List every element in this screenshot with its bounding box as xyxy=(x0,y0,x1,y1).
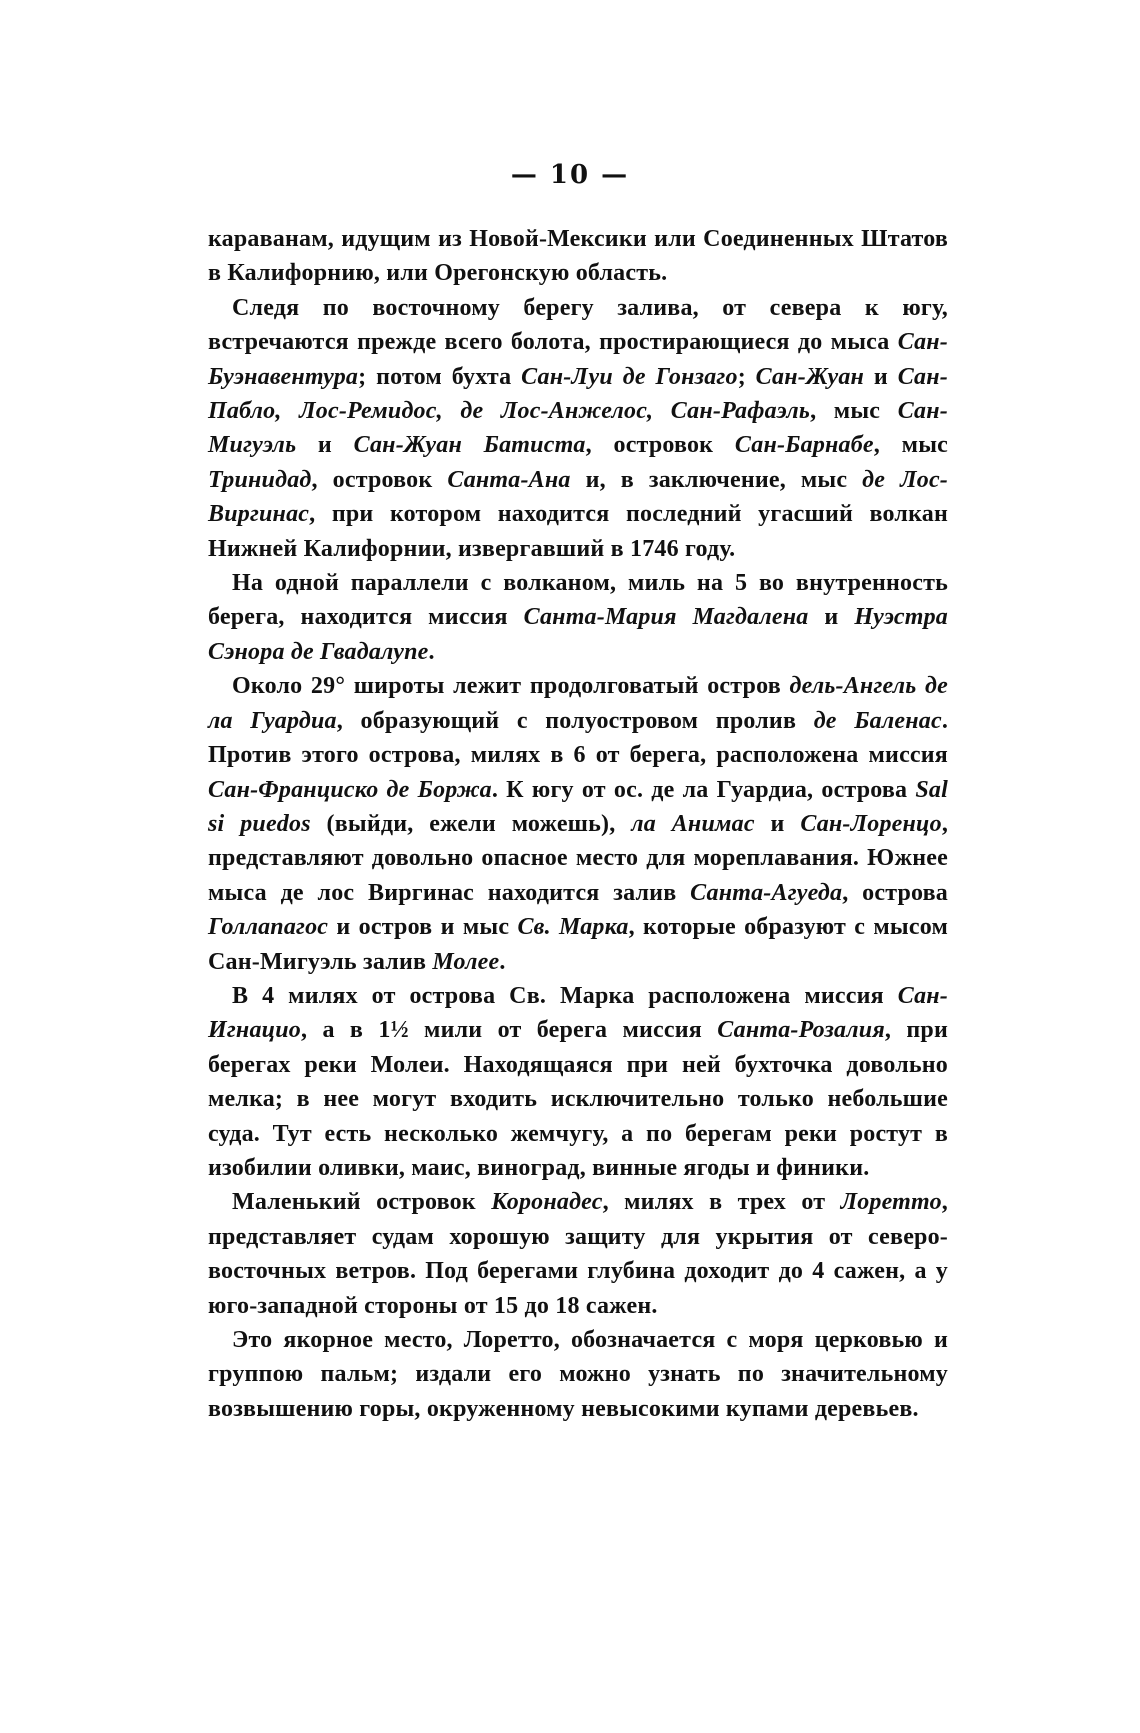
italic-name: Санта-Агуеда xyxy=(690,879,843,906)
text-run: , которые образуют с мысом Сан-Мигуэль залив xyxy=(208,914,948,975)
italic-name: Сан-Луи де Гонзаго xyxy=(521,363,738,390)
paragraph xyxy=(208,222,948,291)
paragraph xyxy=(208,566,948,669)
text-run: и, в заключение, мыс xyxy=(570,466,863,493)
paragraph xyxy=(208,979,948,1185)
text-run: , представляет судам хорошую защиту для укрытия от северо-восточных ветров. Под берегами глубина доходит до 4 сажен, а у юго-западной стороны от 15 до 18 сажен. xyxy=(208,1189,948,1319)
text-run: (выйди, ежели можешь), xyxy=(310,810,632,837)
text-run: , островок xyxy=(311,466,448,493)
italic-name: Санта-Мария Магдалена xyxy=(523,604,809,631)
italic-name: Сан-Игнацио xyxy=(208,982,948,1044)
text-run: , образующий с полуостровом пролив xyxy=(336,707,814,734)
page-number: — 10 — xyxy=(510,160,630,190)
italic-name: Санта-Ана xyxy=(447,466,571,493)
text-run: . xyxy=(499,948,506,975)
text-run: и xyxy=(754,810,801,837)
text-run: . К югу от ос. де ла Гуардиа, острова xyxy=(491,776,916,803)
text-run: Около 29° широты лежит продолговатый остров xyxy=(232,673,790,700)
italic-name: Sal si puedos xyxy=(208,776,948,837)
text-run: , островок xyxy=(585,432,735,459)
text-run: , при берегах реки Молеи. Находящаяся при ней бухточка довольно мелка; в нее могут входить исключительно только небольшие суда. Тут есть несколько жемчугу, а по берегам реки ростут в изобилии оливки, маис, виноград, винные ягоды и финики. xyxy=(208,1017,948,1181)
italic-name: дель-Ангель де ла Гуардиа xyxy=(208,673,948,734)
italic-name: Сан-Мигуэль xyxy=(208,398,948,459)
text-run: . xyxy=(428,638,435,665)
text-run: и остров и мыс xyxy=(328,914,518,941)
italic-name: ла Анимас xyxy=(631,810,755,837)
text-run: Следя по восточному берегу залива, от севера к югу, встречаются прежде всего болота, простирающиеся до мыса xyxy=(208,294,948,356)
text-run: Маленький островок xyxy=(232,1189,492,1216)
paragraph xyxy=(208,291,948,566)
italic-name: Сан-Пабло, Лос-Ремидос, де Лос-Анжелос, Сан-Рафаэль xyxy=(208,363,948,425)
paragraph xyxy=(208,1323,948,1426)
text-run: ; xyxy=(737,363,756,390)
text-run: , острова xyxy=(842,879,948,906)
italic-name: Нуэстра Сэнора де Гвадалупе xyxy=(208,604,948,665)
text-run: караванам, идущим из Новой-Мексики или Соединенных Штатов в Калифорнию, или Орегонскую область. xyxy=(208,226,948,287)
text-run: В 4 милях от острова Св. Марка расположена миссия xyxy=(232,982,898,1009)
text-run: и xyxy=(808,604,855,631)
italic-name: Молее xyxy=(432,948,500,975)
text-run: , представляют довольно опасное место для мореплавания. Южнее мыса де лос Виргинас находится залив xyxy=(208,810,949,906)
italic-name: Св. Марка xyxy=(517,914,629,941)
text-run: , а в 1½ мили от берега миссия xyxy=(300,1017,718,1044)
italic-name: Тринидад xyxy=(208,466,312,493)
italic-name: Сан-Жуан xyxy=(755,363,865,390)
italic-name: де Баленас xyxy=(813,707,942,734)
italic-name: де Лос-Виргинас xyxy=(208,466,948,528)
text-run: Это якорное место, Лоретто, обозначается с моря церковью и группою пальм; издали его можно узнать по значительному возвышению горы, окруженному невысокими купами деревьев. xyxy=(208,1327,948,1422)
text-run: На одной параллели с волканом, миль на 5 во внутренность берега, находится миссия xyxy=(208,570,948,631)
text-run: . Против этого острова, милях в 6 от берега, расположена миссия xyxy=(208,707,949,769)
italic-name: Лоретто xyxy=(840,1189,942,1216)
italic-name: Голлапагос xyxy=(208,914,329,941)
text-run: , мыс xyxy=(873,432,948,459)
italic-name: Сан-Лоренцо xyxy=(800,810,942,837)
italic-name: Санта-Розалия xyxy=(717,1017,885,1044)
italic-name: Сан-Жуан Батиста xyxy=(353,432,586,459)
paragraph xyxy=(208,1185,948,1323)
italic-name: Сан-Барнабе xyxy=(734,432,874,459)
text-run: и xyxy=(296,432,354,459)
text-run: , милях в трех от xyxy=(602,1189,841,1216)
italic-name: Коронадес xyxy=(491,1189,603,1216)
text-run: , мыс xyxy=(810,398,898,425)
italic-name: Сан-Буэнавентура xyxy=(208,329,948,390)
text-run: и xyxy=(864,363,898,390)
text-run: , при котором находится последний угасший волкан Нижней Калифорнии, извергавший в 1746 году. xyxy=(208,501,948,562)
body-text xyxy=(208,222,948,1426)
paragraph xyxy=(208,669,948,979)
italic-name: Сан-Франциско де Боржа xyxy=(208,776,492,803)
text-run: ; потом бухта xyxy=(358,363,522,390)
